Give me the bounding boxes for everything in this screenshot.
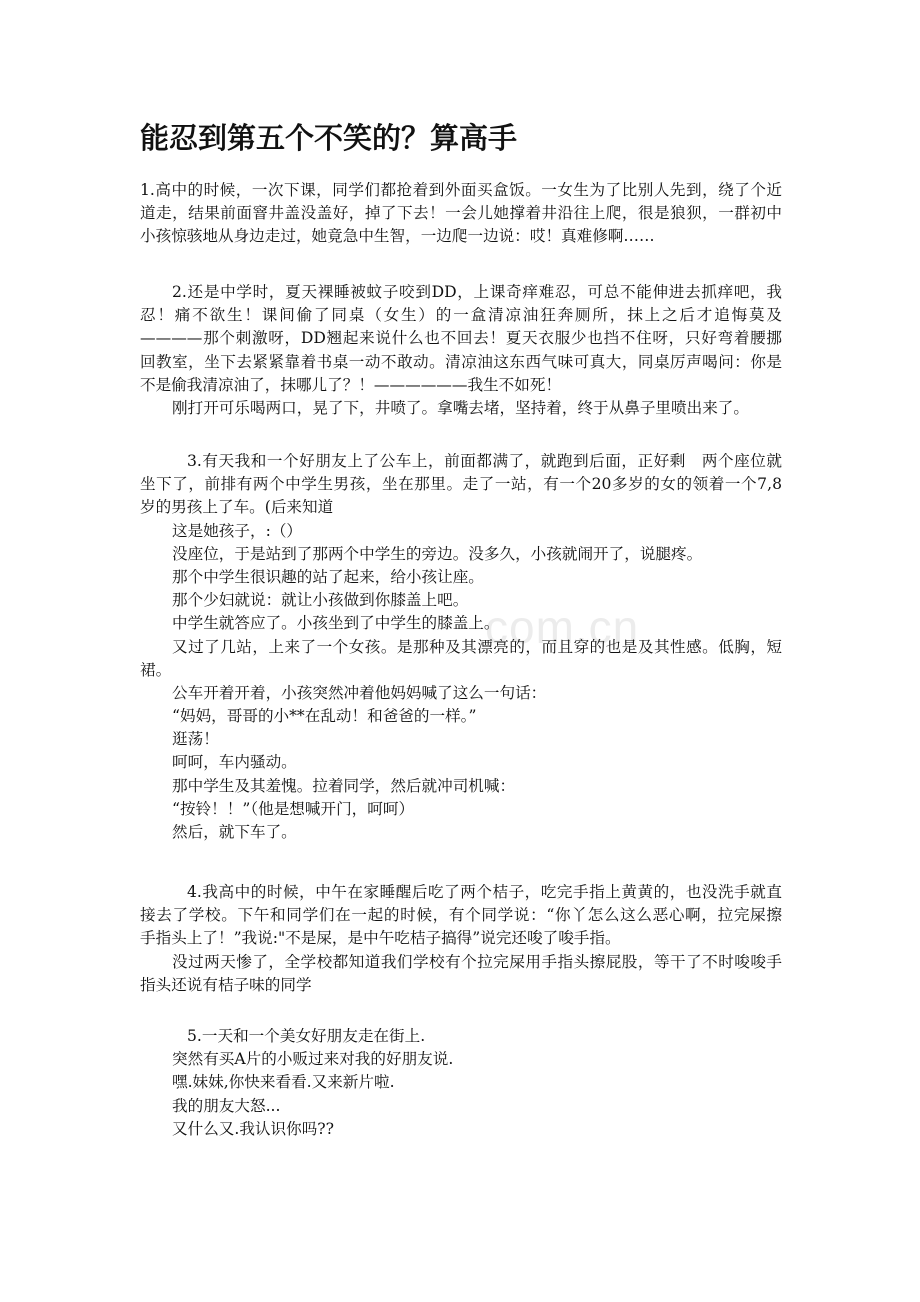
joke-2-line: 回教室，坐下去紧紧靠着书桌一动不敢动。清凉油这东西气味可真大，同桌厉声喝问：你是 — [140, 352, 782, 371]
joke-3-line: 坐下了，前排有两个中学生男孩，坐在那里。走了一站，有一个20多岁的女的领着一个7,8 — [140, 475, 782, 494]
joke-2 — [140, 281, 782, 420]
joke-3-line: 没座位，于是站到了那两个中学生的旁边。没多久，小孩就闹开了，说腿疼。 — [172, 544, 703, 563]
joke-2-line: 刚打开可乐喝两口，晃了下，井喷了。拿嘴去堵，坚持着，终于从鼻子里喷出来了。 — [172, 398, 749, 417]
joke-1-line: 1.高中的时候，一次下课，同学们都抢着到外面买盒饭。一女生为了比别人先到，绕了个近 — [140, 181, 782, 199]
joke-3-line: 这是她孩子，:（） — [172, 521, 303, 540]
joke-4 — [140, 881, 782, 997]
joke-1-line: 道走，结果前面窨井盖没盖好，掉了下去！一会儿她撑着井沿往上爬，很是狼狈，一群初中 — [140, 204, 782, 223]
joke-5-line: 5.一天和一个美女好朋友走在街上. — [187, 1027, 426, 1045]
joke-3-line: 然后，就下车了。 — [172, 823, 297, 841]
joke-3-line: 逛荡！ — [172, 730, 219, 749]
joke-1-line: 小孩惊骇地从身边走过，她竟急中生智，一边爬一边说：哎！真难修啊…… — [140, 227, 655, 246]
joke-5-line: 嘿.妹妹,你快来看看.又来新片啦. — [172, 1073, 395, 1092]
joke-1 — [140, 179, 782, 249]
joke-5-line: 又什么又.我认识你吗?? — [172, 1119, 335, 1138]
watermark: com.cn — [485, 601, 640, 653]
joke-4-line: 手指头上了！”我说:"不是屎，是中午吃桔子搞得”说完还唆了唆手指。 — [140, 929, 621, 948]
joke-3-line: 呵呵，车内骚动。 — [172, 753, 297, 772]
joke-4-line: 指头还说有桔子味的同学 — [140, 975, 312, 994]
joke-3-line: 那中学生及其羞愧。拉着同学，然后就冲司机喊： — [172, 776, 516, 795]
joke-2-line: ————那个刺激呀，DD翘起来说什么也不回去！夏天衣服少也挡不住呀，只好弯着腰挪 — [140, 329, 782, 348]
joke-4-line: 接去了学校。下午和同学们在一起的时候，有个同学说：“你丫怎么这么恶心啊，拉完屎擦 — [140, 906, 782, 925]
joke-3-line: 岁的男孩上了车。(后来知道 — [140, 498, 334, 517]
joke-3-line: “妈妈，哥哥的小**在乱动！和爸爸的一样。” — [172, 707, 477, 726]
joke-3-line: “按铃！！”（他是想喊开门，呵呵） — [172, 799, 415, 818]
joke-5-line: 突然有买A片的小贩过来对我的好朋友说. — [172, 1050, 454, 1069]
joke-3-line: 3.有天我和一个好朋友上了公车上，前面都满了，就跑到后面，正好剩 两个座位就 — [187, 452, 782, 470]
joke-3-line: 裙。 — [140, 660, 172, 679]
joke-3-line: 那个中学生很识趣的站了起来，给小孩让座。 — [172, 567, 484, 586]
joke-2-line: 2.还是中学时，夏天裸睡被蚊子咬到DD，上课奇痒难忍，可总不能伸进去抓痒吧，我 — [172, 283, 782, 301]
joke-3 — [140, 450, 782, 844]
joke-4-line: 4.我高中的时候，中午在家睡醒后吃了两个桔子，吃完手指上黄黄的，也没洗手就直 — [187, 883, 782, 901]
joke-2-line: 不是偷我清凉油了，抹哪儿了？！——————我生不如死！ — [140, 375, 562, 394]
joke-3-line: 公车开着开着，小孩突然冲着他妈妈喊了这么一句话： — [172, 683, 547, 702]
joke-3-line: 又过了几站，上来了一个女孩。是那种及其漂亮的，而且穿的也是及其性感。低胸，短 — [172, 637, 782, 656]
joke-2-line: 忍！痛不欲生！课间偷了同桌（女生）的一盒清凉油狂奔厕所，抹上之后才追悔莫及 — [140, 306, 782, 325]
joke-5 — [140, 1025, 782, 1141]
joke-4-line: 没过两天惨了，全学校都知道我们学校有个拉完屎用手指头擦屁股，等干了不时唆唆手 — [172, 952, 782, 971]
joke-3-line: 那个少妇就说：就让小孩做到你膝盖上吧。 — [172, 591, 469, 610]
joke-3-line: 中学生就答应了。小孩坐到了中学生的膝盖上。 — [172, 614, 500, 633]
page-title: 能忍到第五个不笑的？算高手 — [140, 121, 518, 155]
joke-5-line: 我的朋友大怒... — [172, 1096, 281, 1115]
